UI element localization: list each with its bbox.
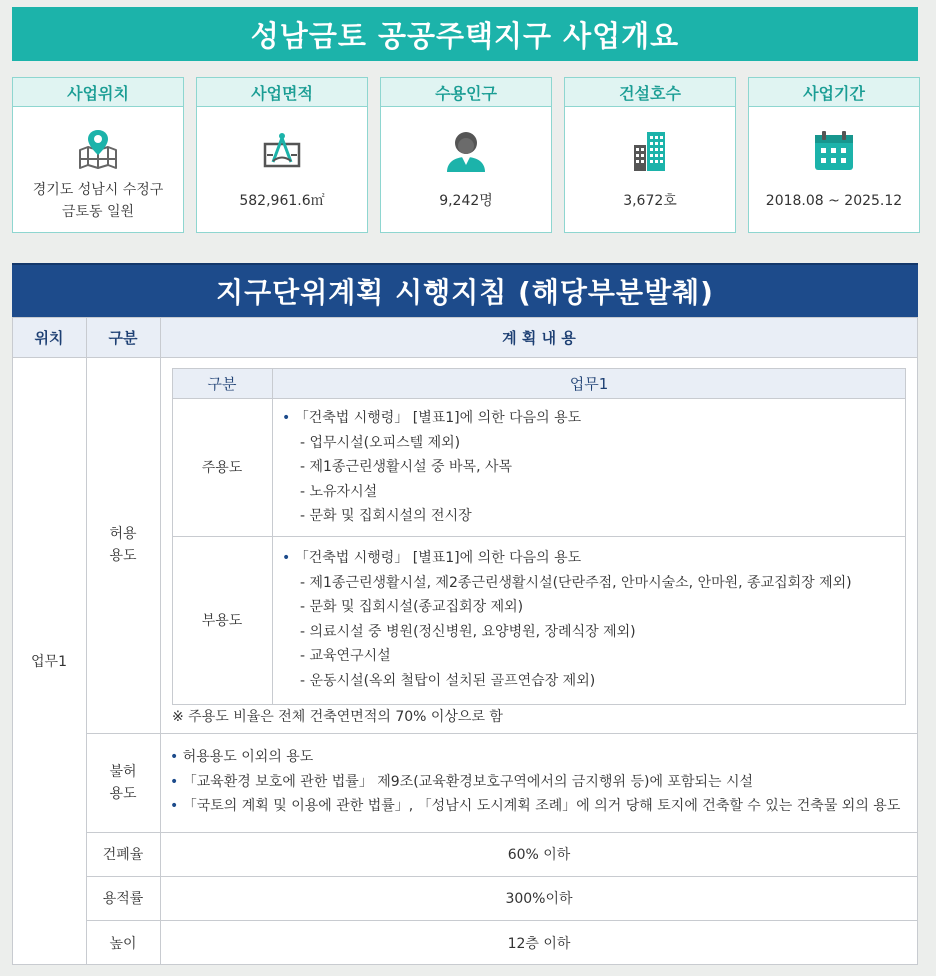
list-item: - 업무시설(오피스텔 제외) — [300, 434, 461, 451]
main-use-ratio-note: ※ 주용도 비율은 전체 건축연면적의 70% 이상으로 함 — [172, 709, 503, 725]
card-value: 2018.08 ~ 2025.12 — [765, 193, 903, 209]
divider — [172, 704, 906, 705]
list-item: • 허용용도 이외의 용도 — [170, 745, 900, 770]
divider — [86, 733, 918, 734]
divider — [172, 368, 906, 369]
guideline-banner: 지구단위계획 시행지침 (해당부분발췌) — [12, 263, 918, 317]
divider — [272, 368, 273, 705]
divider — [172, 398, 906, 399]
card-value: 3,672호 — [623, 193, 677, 209]
divider — [160, 317, 161, 965]
floor-area-ratio-label: 용적률 — [102, 891, 144, 907]
divider — [172, 536, 906, 537]
divider — [905, 368, 906, 705]
header-content: 계 획 내 용 — [160, 317, 918, 357]
calendar-icon — [749, 128, 919, 174]
divider — [917, 317, 918, 965]
card-value: 582,961.6㎡ — [239, 193, 325, 209]
main-use-label: 주용도 — [201, 460, 243, 476]
list-item: - 문화 및 집회시설의 전시장 — [300, 508, 472, 524]
location-cell: 업무1 — [31, 654, 67, 670]
buildings-icon — [565, 128, 735, 174]
card-period — [748, 77, 920, 233]
list-item: - 운동시설(옥외 철탑이 설치된 골프연습장 제외) — [300, 672, 596, 689]
card-value: 경기도 성남시 수정구 금토동 일원 — [32, 182, 164, 220]
height-limit-value: 12층 이하 — [507, 935, 571, 952]
inner-header-category: 구분 — [172, 368, 272, 398]
height-limit-label: 높이 — [109, 935, 137, 952]
building-coverage-value: 60% 이하 — [507, 847, 571, 863]
area-compass-icon — [197, 128, 367, 174]
list-item: - 노유자시설 — [300, 483, 378, 500]
header-location: 위치 — [12, 317, 86, 357]
overview-banner: 성남금토 공공주택지구 사업개요 — [12, 7, 918, 61]
floor-area-ratio-value: 300%이하 — [505, 891, 573, 907]
list-item: • 「건축법 시행령」 [별표1]에 의한 다음의 용도 — [282, 406, 581, 431]
list-item: - 문화 및 집회시설(종교집회장 제외) — [300, 599, 524, 615]
list-item: - 제1종근린생활시설, 제2종근린생활시설(단란주점, 안마시술소, 안마원, 종교집회장 제외) — [300, 574, 852, 591]
divider — [86, 920, 918, 921]
card-title: 사업위치 — [13, 78, 183, 107]
disallowed-use-list — [170, 745, 900, 819]
card-area — [196, 77, 368, 233]
divider — [12, 317, 13, 965]
card-title: 건설호수 — [565, 78, 735, 107]
header-category: 구분 — [86, 317, 160, 357]
card-value: 9,242명 — [439, 193, 493, 209]
main-use-list — [282, 406, 581, 529]
list-item: • 「건축법 시행령」 [별표1]에 의한 다음의 용도 — [282, 546, 852, 571]
sub-use-label: 부용도 — [201, 613, 243, 629]
list-item: - 의료시설 중 병원(정신병원, 요양병원, 장례식장 제외) — [300, 623, 636, 640]
map-location-icon — [13, 128, 183, 174]
divider — [86, 832, 918, 833]
card-title: 사업기간 — [749, 78, 919, 107]
sub-use-list — [282, 546, 852, 693]
divider — [12, 357, 918, 358]
card-title: 수용인구 — [381, 78, 551, 107]
disallowed-use-label: 불허 용도 — [109, 763, 137, 802]
list-item: • 「국토의 계획 및 이용에 관한 법률」, 「성남시 도시계획 조례」에 의거 당해 토지에 건축할 수 있는 건축물 외의 용도 — [170, 794, 900, 819]
card-population — [380, 77, 552, 233]
divider — [12, 317, 918, 318]
list-item: • 「교육환경 보호에 관한 법률」 제9조(교육환경보호구역에서의 금지행위 등)에 포함되는 시설 — [170, 770, 900, 795]
building-coverage-label: 건폐율 — [102, 847, 144, 863]
list-item: - 제1종근린생활시설 중 바목, 사목 — [300, 459, 513, 475]
divider — [86, 317, 87, 965]
allowed-use-label: 허용 용도 — [109, 526, 137, 564]
card-households — [564, 77, 736, 233]
card-location — [12, 77, 184, 233]
person-icon — [381, 128, 551, 174]
inner-header-zone: 업무1 — [272, 368, 906, 398]
divider — [12, 964, 918, 965]
list-item: - 교육연구시설 — [300, 648, 391, 664]
divider — [172, 368, 173, 705]
card-title: 사업면적 — [197, 78, 367, 107]
divider — [86, 876, 918, 877]
